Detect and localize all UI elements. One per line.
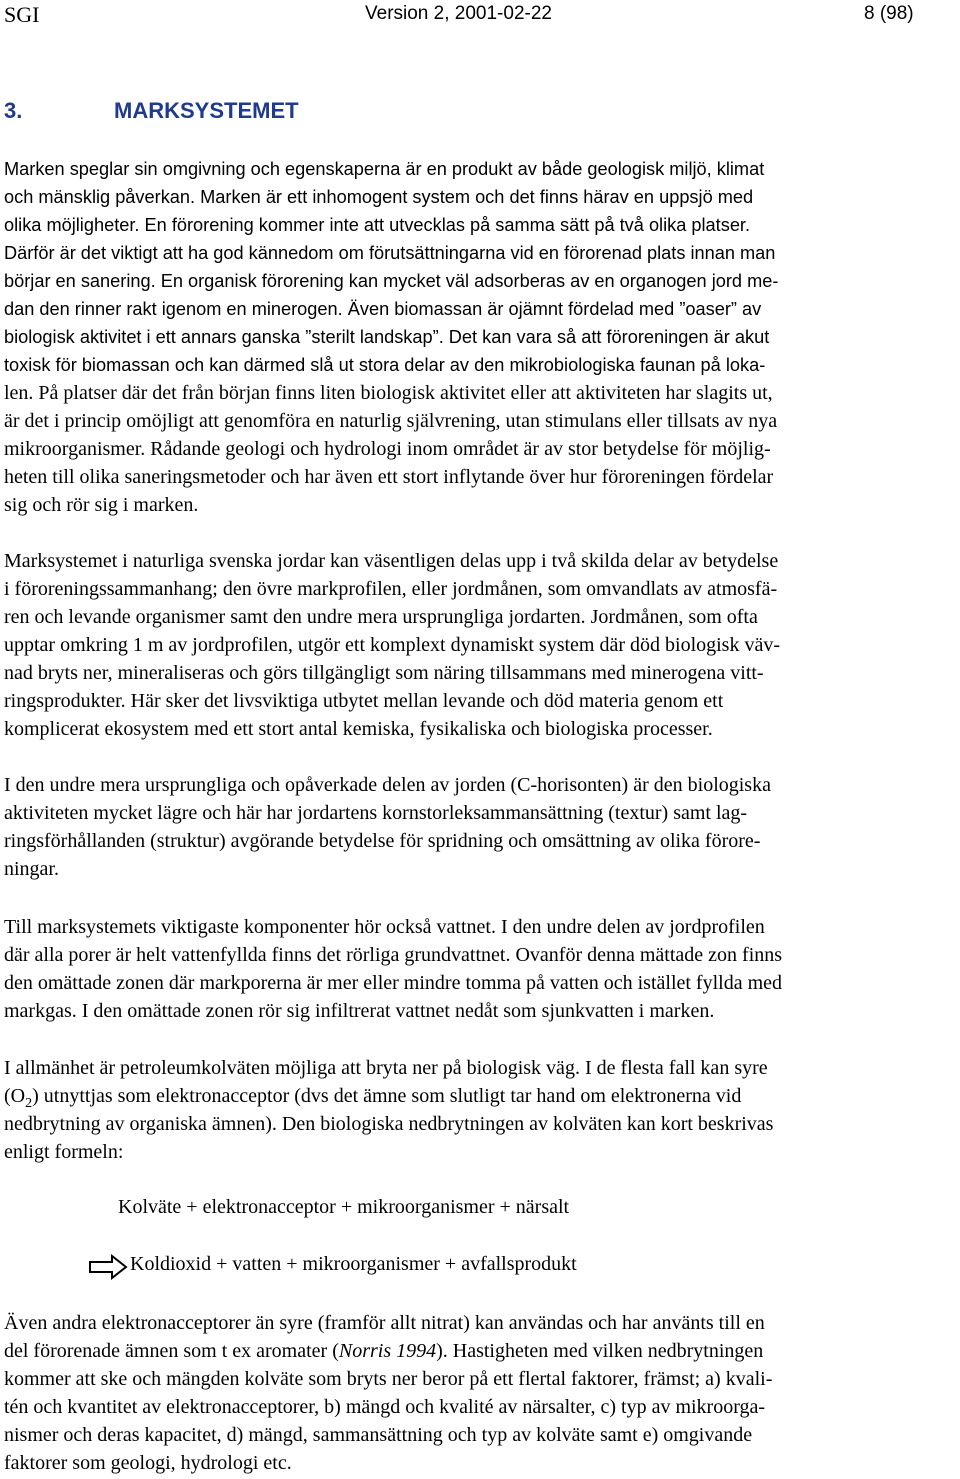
text-line: aktiviteten mycket lägre och här har jordartens kornstorleksammansättning (textur) samt lag- xyxy=(4,802,748,824)
reaction-arrow-icon xyxy=(88,1254,128,1280)
formula-reactants: Kolväte + elektronacceptor + mikroorganismer + närsalt xyxy=(118,1196,570,1218)
text-line: och mänsklig påverkan. Marken är ett inhomogent system och det finns härav en uppsjö med xyxy=(4,187,754,207)
text-fragment: del förorenade ämnen som t ex aromater ( xyxy=(4,1340,339,1362)
section-heading xyxy=(4,98,299,124)
subscript: 2 xyxy=(25,1096,33,1111)
header-page-number: 8 (98) xyxy=(864,3,914,24)
text-line: i föroreningssammanhang; den övre markprofilen, eller jordmånen, som omvandlats av atmosfä- xyxy=(4,578,778,600)
text-line: len. På platser där det från början finns liten biologisk aktivitet eller att aktiviteten har slagits ut, xyxy=(4,382,773,404)
text-line: ren och levande organismer samt den undre mera ursprungliga jordarten. Jordmånen, som ofta xyxy=(4,606,758,628)
citation: Norris 1994 xyxy=(338,1340,437,1362)
formula-products: Koldioxid + vatten + mikroorganismer + avfallsprodukt xyxy=(130,1253,577,1275)
page-header xyxy=(0,0,960,30)
text-line: Även andra elektronacceptorer än syre (framför allt nitrat) kan användas och har använts till en xyxy=(4,1312,765,1334)
text-line: I den undre mera ursprungliga och opåverkade delen av jorden (C-horisonten) är den biologiska xyxy=(4,774,771,796)
text-line: toxisk för biomassan och kan därmed slå ut stora delar av den mikrobiologiska faunan på loka- xyxy=(4,355,766,375)
text-line xyxy=(4,1082,741,1110)
text-line: mikroorganismer. Rådande geologi och hydrologi inom området är av stor betydelse för möjlig- xyxy=(4,438,771,460)
text-line: Till marksystemets viktigaste komponenter hör också vattnet. I den undre delen av jordprofilen xyxy=(4,916,765,938)
text-line: Marken speglar sin omgivning och egenskaperna är en produkt av både geologisk miljö, klimat xyxy=(4,159,765,179)
header-version: Version 2, 2001-02-22 xyxy=(365,3,552,24)
text-line: ningar. xyxy=(4,858,59,880)
text-line: börjar en sanering. En organisk förorening kan mycket väl adsorberas av en organogen jord me- xyxy=(4,271,779,291)
text-line: kommer att ske och mängden kolväte som bryts ner beror på ett flertal faktorer, främst; a) kvali- xyxy=(4,1368,773,1390)
text-line: komplicerat ekosystem med ett stort antal kemiska, fysikaliska och biologiska processer. xyxy=(4,718,713,740)
text-line: nedbrytning av organiska ämnen). Den biologiska nedbrytningen av kolväten kan kort beskrivas xyxy=(4,1113,774,1135)
text-line: nad bryts ner, mineraliseras och görs tillgängligt som näring tillsammans med minerogena vitt- xyxy=(4,662,764,684)
text-line: ringsprodukter. Här sker det livsviktiga utbytet mellan levande och död materia genom ett xyxy=(4,690,724,712)
text-line: faktorer som geologi, hydrologi etc. xyxy=(4,1452,292,1474)
text-fragment: (O xyxy=(4,1085,26,1107)
text-line: ringsförhållanden (struktur) avgörande betydelse för spridning och omsättning av olika förore- xyxy=(4,830,761,852)
text-line: olika möjligheter. En förorening kommer inte att utvecklas på samma sätt på två olika platser. xyxy=(4,215,751,235)
text-line: markgas. I den omättade zonen rör sig infiltrerat vattnet nedåt som sjunkvatten i marken. xyxy=(4,1000,715,1022)
text-line: dan den rinner rakt igenom en minerogen. Även biomassan är ojämnt fördelad med ”oaser” av xyxy=(4,299,762,319)
text-line: biologisk aktivitet i ett annars ganska ”sterilt landskap”. Det kan vara så att föroreningen är akut xyxy=(4,327,770,347)
header-org: SGI xyxy=(4,2,40,27)
text-line: I allmänhet är petroleumkolväten möjliga att bryta ner på biologisk väg. I de flesta fall kan syre xyxy=(4,1057,768,1079)
text-line: tén och kvantitet av elektronacceptorer, b) mängd och kvalité av närsalter, c) typ av mikroorga- xyxy=(4,1396,766,1418)
text-line: är det i princip omöjligt att genomföra en naturlig självrening, utan stimulans eller tillsats av nya xyxy=(4,410,778,432)
text-line: upptar omkring 1 m av jordprofilen, utgör ett komplext dynamiskt system där död biologisk väv- xyxy=(4,634,780,656)
text-line: Marksystemet i naturliga svenska jordar kan väsentligen delas upp i två skilda delar av betydelse xyxy=(4,550,779,572)
text-line xyxy=(4,1337,763,1365)
text-line: nismer och deras kapacitet, d) mängd, sammansättning och typ av kolväte samt e) omgivande xyxy=(4,1424,753,1446)
text-line: enligt formeln: xyxy=(4,1141,124,1163)
text-line: Därför är det viktigt att ha god kännedom om förutsättningarna vid en förorenad plats innan man xyxy=(4,243,776,263)
text-line: heten till olika saneringsmetoder och har även ett stort inflytande över hur föroreningen fördelar xyxy=(4,466,774,488)
text-line: där alla porer är helt vattenfyllda finns det rörliga grundvattnet. Ovanför denna mättade zon finns xyxy=(4,944,783,966)
text-fragment: ). Hastigheten med vilken nedbrytningen xyxy=(436,1340,764,1362)
section-number: 3. xyxy=(4,98,23,123)
text-fragment: ) utnyttjas som elektronacceptor (dvs det ämne som slutligt tar hand om elektronerna vid xyxy=(32,1085,742,1107)
section-title: MARKSYSTEMET xyxy=(114,98,299,123)
text-line: sig och rör sig i marken. xyxy=(4,494,199,516)
text-line: den omättade zonen där markporerna är mer eller mindre tomma på vatten och istället fyllda med xyxy=(4,972,783,994)
